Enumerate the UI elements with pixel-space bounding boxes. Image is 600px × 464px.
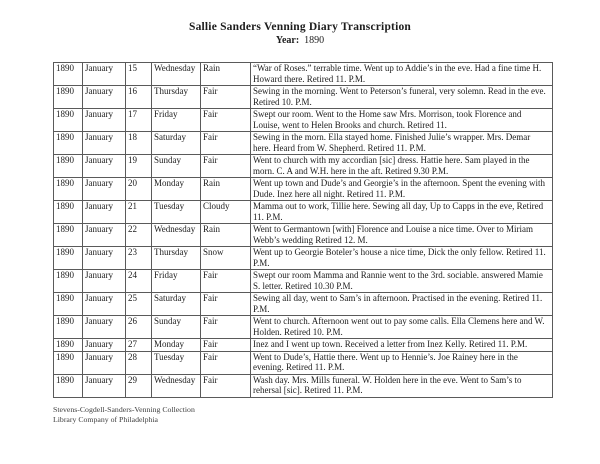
year-line (0, 35, 600, 47)
cell-weather: Cloudy (201, 201, 251, 224)
cell-weather: Fair (201, 351, 251, 374)
cell-entry: Went to church. Afternoon went out to pay some calls. Ella Clemens here and W. Holden. Retired 10. P.M. (251, 316, 553, 339)
cell-day: 20 (126, 178, 152, 201)
footer (53, 405, 195, 425)
cell-year: 1890 (54, 316, 83, 339)
cell-weather: Fair (201, 316, 251, 339)
cell-weekday: Saturday (152, 293, 201, 316)
cell-year: 1890 (54, 374, 83, 397)
cell-year: 1890 (54, 351, 83, 374)
diary-table-row (54, 178, 553, 201)
cell-weekday: Sunday (152, 155, 201, 178)
cell-weekday: Wednesday (152, 63, 201, 86)
footer-collection-line: Stevens-Cogdell-Sanders-Venning Collection (53, 405, 195, 414)
cell-year: 1890 (54, 270, 83, 293)
cell-day: 26 (126, 316, 152, 339)
cell-month: January (83, 224, 126, 247)
diary-table-row (54, 86, 553, 109)
cell-entry: Swept our room Mamma and Rannie went to the 3rd. sociable. answered Mamie S. letter. Retired 10.30 P.M. (251, 270, 553, 293)
cell-weather: Fair (201, 270, 251, 293)
cell-entry: Sewing all day, went to Sam’s in afternoon. Practised in the evening. Retired 11. P.M. (251, 293, 553, 316)
cell-year: 1890 (54, 247, 83, 270)
diary-table-row (54, 351, 553, 374)
cell-weekday: Sunday (152, 316, 201, 339)
cell-entry: Sewing in the morning. Went to Peterson’s funeral, very solemn. Read in the eve. Retired 10. P.M. (251, 86, 553, 109)
cell-day: 19 (126, 155, 152, 178)
diary-table-row (54, 316, 553, 339)
cell-weather: Rain (201, 63, 251, 86)
cell-year: 1890 (54, 178, 83, 201)
diary-table-body (54, 63, 553, 398)
cell-month: January (83, 155, 126, 178)
diary-table-row (54, 293, 553, 316)
cell-weather: Fair (201, 374, 251, 397)
cell-weather: Snow (201, 247, 251, 270)
cell-day: 17 (126, 109, 152, 132)
cell-weekday: Monday (152, 178, 201, 201)
cell-year: 1890 (54, 155, 83, 178)
cell-year: 1890 (54, 63, 83, 86)
cell-month: January (83, 63, 126, 86)
cell-month: January (83, 316, 126, 339)
cell-month: January (83, 178, 126, 201)
cell-entry: Inez and I went up town. Received a letter from Inez Kelly. Retired 11. P.M. (251, 339, 553, 352)
cell-year: 1890 (54, 132, 83, 155)
cell-year: 1890 (54, 109, 83, 132)
cell-year: 1890 (54, 201, 83, 224)
cell-month: January (83, 293, 126, 316)
cell-day: 22 (126, 224, 152, 247)
cell-weekday: Friday (152, 109, 201, 132)
cell-weather: Fair (201, 339, 251, 352)
cell-weekday: Wednesday (152, 374, 201, 397)
diary-table (53, 62, 553, 398)
cell-year: 1890 (54, 224, 83, 247)
cell-weekday: Thursday (152, 86, 201, 109)
cell-weather: Fair (201, 155, 251, 178)
cell-day: 25 (126, 293, 152, 316)
cell-year: 1890 (54, 293, 83, 316)
cell-month: January (83, 86, 126, 109)
cell-weekday: Friday (152, 270, 201, 293)
cell-month: January (83, 132, 126, 155)
cell-day: 18 (126, 132, 152, 155)
diary-table-row (54, 63, 553, 86)
diary-table-row (54, 155, 553, 178)
cell-entry: Sewing in the morn. Ella stayed home. Finished Julie’s wrapper. Mrs. Demar here. Heard from W. Shepherd. Retired 11. P.M. (251, 132, 553, 155)
cell-weather: Fair (201, 109, 251, 132)
cell-day: 24 (126, 270, 152, 293)
cell-weekday: Monday (152, 339, 201, 352)
cell-month: January (83, 374, 126, 397)
cell-entry: Mamma out to work, Tillie here. Sewing all day, Up to Capps in the eve, Retired 11. P.M. (251, 201, 553, 224)
cell-month: January (83, 109, 126, 132)
cell-month: January (83, 339, 126, 352)
cell-year: 1890 (54, 339, 83, 352)
year-label: Year: (275, 35, 300, 46)
diary-table-row (54, 270, 553, 293)
cell-month: January (83, 270, 126, 293)
cell-day: 29 (126, 374, 152, 397)
cell-weekday: Wednesday (152, 224, 201, 247)
cell-weather: Rain (201, 178, 251, 201)
cell-entry: Went to Germantown [with] Florence and Louise a nice time. Over to Miriam Webb’s wedding Retired 12. M. (251, 224, 553, 247)
cell-month: January (83, 351, 126, 374)
cell-day: 23 (126, 247, 152, 270)
cell-weekday: Tuesday (152, 351, 201, 374)
diary-table-row (54, 247, 553, 270)
cell-day: 21 (126, 201, 152, 224)
cell-weekday: Tuesday (152, 201, 201, 224)
diary-table-row (54, 374, 553, 397)
cell-weekday: Saturday (152, 132, 201, 155)
diary-table-row (54, 201, 553, 224)
cell-entry: Went up town and Dude’s and Georgie’s in the afternoon. Spent the evening with Dude. Inez here all night. Retired 11. P.M. (251, 178, 553, 201)
cell-month: January (83, 201, 126, 224)
cell-year: 1890 (54, 86, 83, 109)
cell-entry: Went to Dude’s, Hattie there. Went up to Hennie’s. Joe Rainey here in the evening. Retired 11. P.M. (251, 351, 553, 374)
cell-entry: Wash day. Mrs. Mills funeral. W. Holden here in the eve. Went to Sam’s to rehersal [sic]. Retired 11. P.M. (251, 374, 553, 397)
cell-entry: Went up to Georgie Boteler’s house a nice time, Dick the only fellow. Retired 11. P.M. (251, 247, 553, 270)
cell-weather: Fair (201, 293, 251, 316)
page-title: Sallie Sanders Venning Diary Transcription (188, 21, 412, 33)
cell-entry: “War of Roses.” terrable time. Went up to Addie’s in the eve. Had a fine time H. Howard there. Retired 11. P.M. (251, 63, 553, 86)
year-value: 1890 (304, 35, 325, 46)
cell-month: January (83, 247, 126, 270)
diary-table-row (54, 224, 553, 247)
cell-day: 15 (126, 63, 152, 86)
cell-weather: Fair (201, 86, 251, 109)
diary-table-row (54, 109, 553, 132)
diary-table-row (54, 132, 553, 155)
cell-day: 16 (126, 86, 152, 109)
cell-weather: Fair (201, 132, 251, 155)
cell-entry: Swept our room. Went to the Home saw Mrs. Morrison, took Florence and Louise, went to Helen Brooks and church. Retired 11. (251, 109, 553, 132)
cell-weather: Rain (201, 224, 251, 247)
cell-weekday: Thursday (152, 247, 201, 270)
diary-table-row (54, 339, 553, 352)
cell-entry: Went to church with my accordian [sic] dress. Hattie here. Sam played in the morn. C. A and W.H. here in the aft. Retired 9.30 P.M. (251, 155, 553, 178)
cell-day: 28 (126, 351, 152, 374)
cell-day: 27 (126, 339, 152, 352)
footer-institution-line: Library Company of Philadelphia (53, 415, 159, 424)
